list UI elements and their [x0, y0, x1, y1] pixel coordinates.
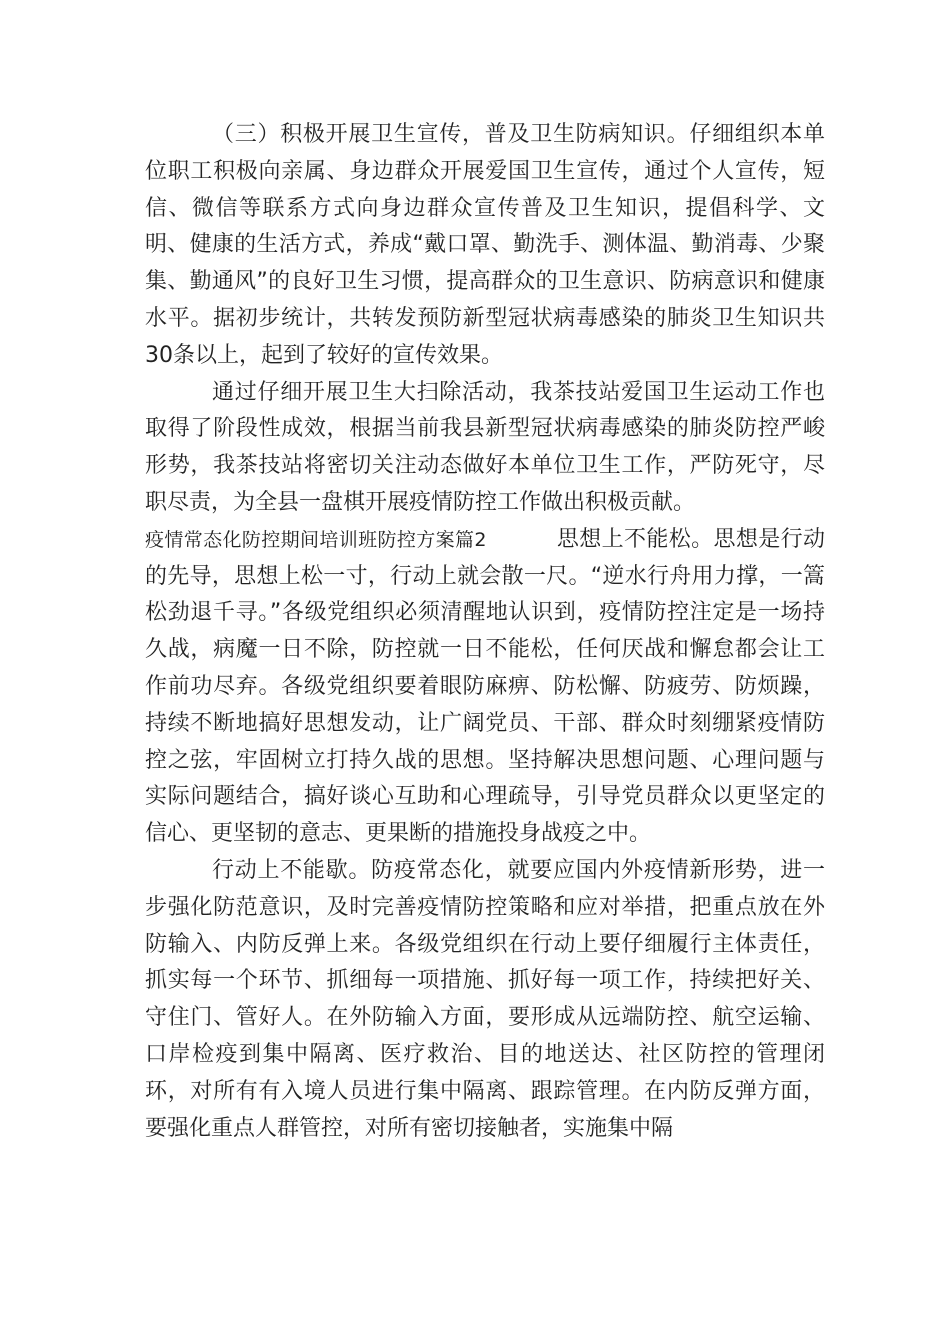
paragraph-health-publicity: （三）积极开展卫生宣传，普及卫生防病知识。仔细组织本单位职工积极向亲属、身边群众开展爱国卫生宣传，通过个人宣传，短信、微信等联系方式向身边群众宣传普及卫生知识，提倡科学、文明、健康的生活方式，养成“戴口罩、勤洗手、测体温、勤消毒、少聚集、勤通风”的良好卫生习惯，提高群众的卫生意识、防病意识和健康水平。据初步统计，共转发预防新型冠状病毒感染的肺炎卫生知识共30条以上，起到了较好的宣传效果。: [145, 122, 825, 368]
paragraph-cleanup-results: 通过仔细开展卫生大扫除活动，我茶技站爱国卫生运动工作也取得了阶段性成效，根据当前我县新型冠状病毒感染的肺炎防控严峻形势，我茶技站将密切关注动态做好本单位卫生工作，严防死守，尽职尽责，为全县一盘棋开展疫情防控工作做出积极贡献。: [145, 379, 825, 515]
section-first-paragraph: 思想上不能松。思想是行动的先导，思想上松一寸，行动上就会散一尺。“逆水行舟用力撑，一篙松劲退千寻。”各级党组织必须清醒地认识到，疫情防控注定是一场持久战，病魔一日不除，防控就一日不能松，任何厌战和懈怠都会让工作前功尽弃。各级党组织要着眼防麻痹、防松懈、防疲劳、防烦躁，持续不断地搞好思想发动，让广阔党员、干部、群众时刻绷紧疫情防控之弦，牢固树立打持久战的思想。坚持解决思想问题、心理问题与实际问题结合，搞好谈心互助和心理疏导，引导党员群众以更坚定的信心、更坚韧的意志、更果断的措施投身战疫之中。: [145, 526, 825, 847]
section-paragraph: [145, 522, 825, 853]
document-body: [145, 117, 825, 1147]
section-heading: 疫情常态化防控期间培训班防控方案篇2: [145, 528, 487, 551]
paragraph-action: 行动上不能歇。防疫常态化，就要应国内外疫情新形势，进一步强化防范意识，及时完善疫情防控策略和应对举措，把重点放在外防输入、内防反弹上来。各级党组织在行动上要仔细履行主体责任，抓实每一个环节、抓细每一项措施、抓好每一项工作，持续把好关、守住门、管好人。在外防输入方面，要形成从远端防控、航空运输、口岸检疫到集中隔离、医疗救治、目的地送达、社区防控的管理闭环，对所有有入境人员进行集中隔离、跟踪管理。在内防反弹方面，要强化重点人群管控，对所有密切接触者，实施集中隔: [145, 857, 825, 1141]
